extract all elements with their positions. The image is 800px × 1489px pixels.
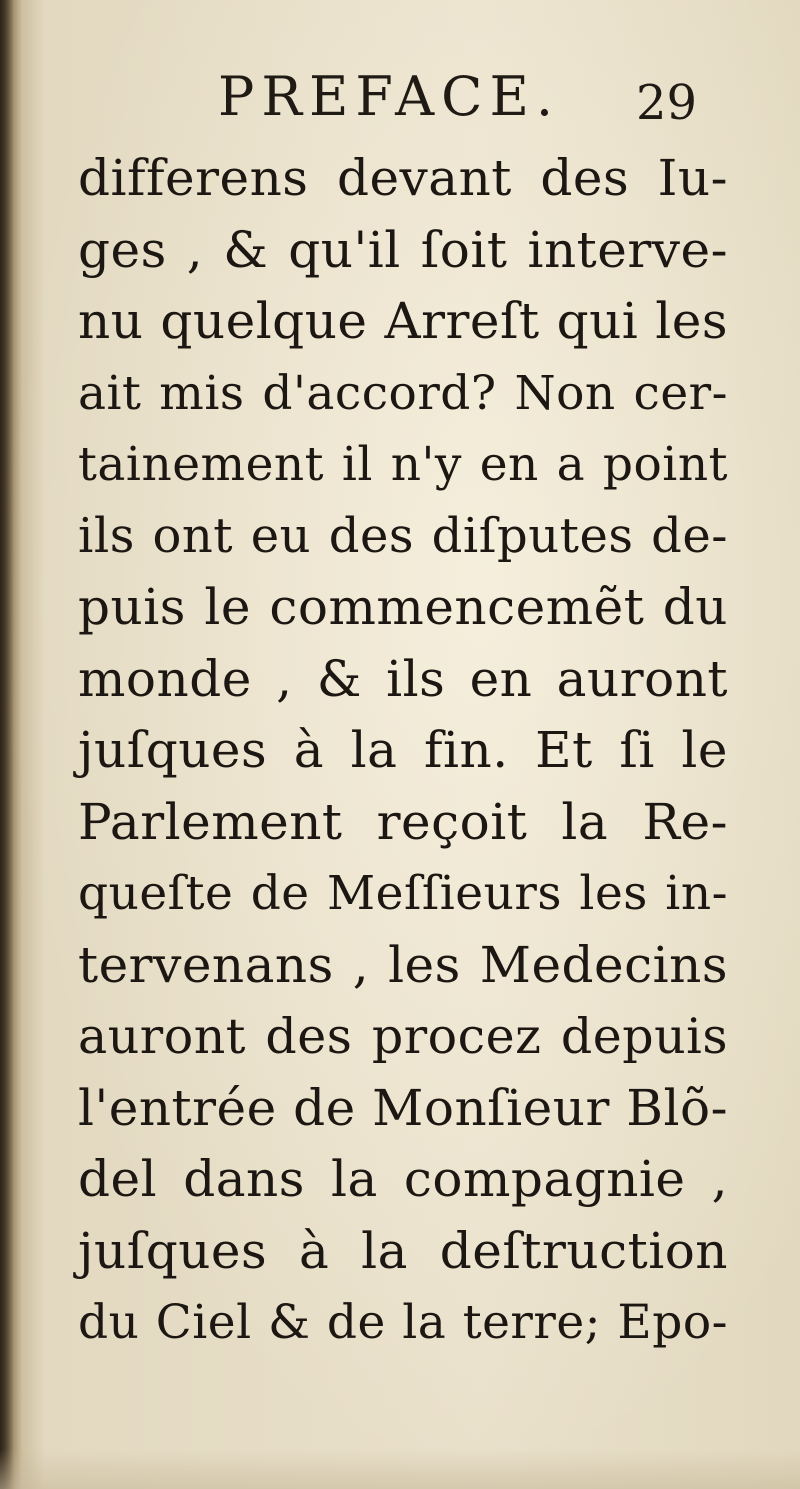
- text-line: Parlement reçoit la Re-: [78, 792, 728, 851]
- page-bottom-edge: [0, 1449, 800, 1489]
- text-line: nu quelque Arreſt qui les: [78, 292, 728, 350]
- text-line: ils ont eu des diſputes de-: [78, 507, 728, 564]
- text-line: juſques à la fin. Et ſi le: [78, 721, 728, 779]
- text-line: puis le commencemẽt du: [78, 578, 728, 636]
- text-line: tervenans , les Medecins: [78, 935, 728, 994]
- page-header: [0, 62, 800, 132]
- text-line: ges , & qu'il ſoit interve-: [78, 220, 728, 279]
- text-line: differens devant des Iu-: [78, 149, 728, 207]
- text-line: auront des procez depuis: [78, 1008, 728, 1065]
- text-line: tainement il n'y en a point: [78, 437, 728, 492]
- text-line: del dans la compagnie ,: [78, 1150, 728, 1208]
- text-line: ait mis d'accord? Non cer-: [78, 365, 728, 421]
- text-line: queſte de Meſſieurs les in-: [78, 866, 728, 921]
- binding-gutter-shadow: [0, 0, 14, 1489]
- text-line: du Ciel & de la terre; Epo-: [78, 1295, 728, 1350]
- running-title: PREFACE.: [218, 65, 561, 128]
- text-line: monde , & ils en auront: [78, 649, 728, 708]
- text-line: l'entrée de Monſieur Blõ-: [78, 1078, 728, 1137]
- body-text: [78, 143, 728, 1359]
- page-number: 29: [636, 75, 698, 131]
- text-line: juſques à la deſtruction: [78, 1221, 728, 1280]
